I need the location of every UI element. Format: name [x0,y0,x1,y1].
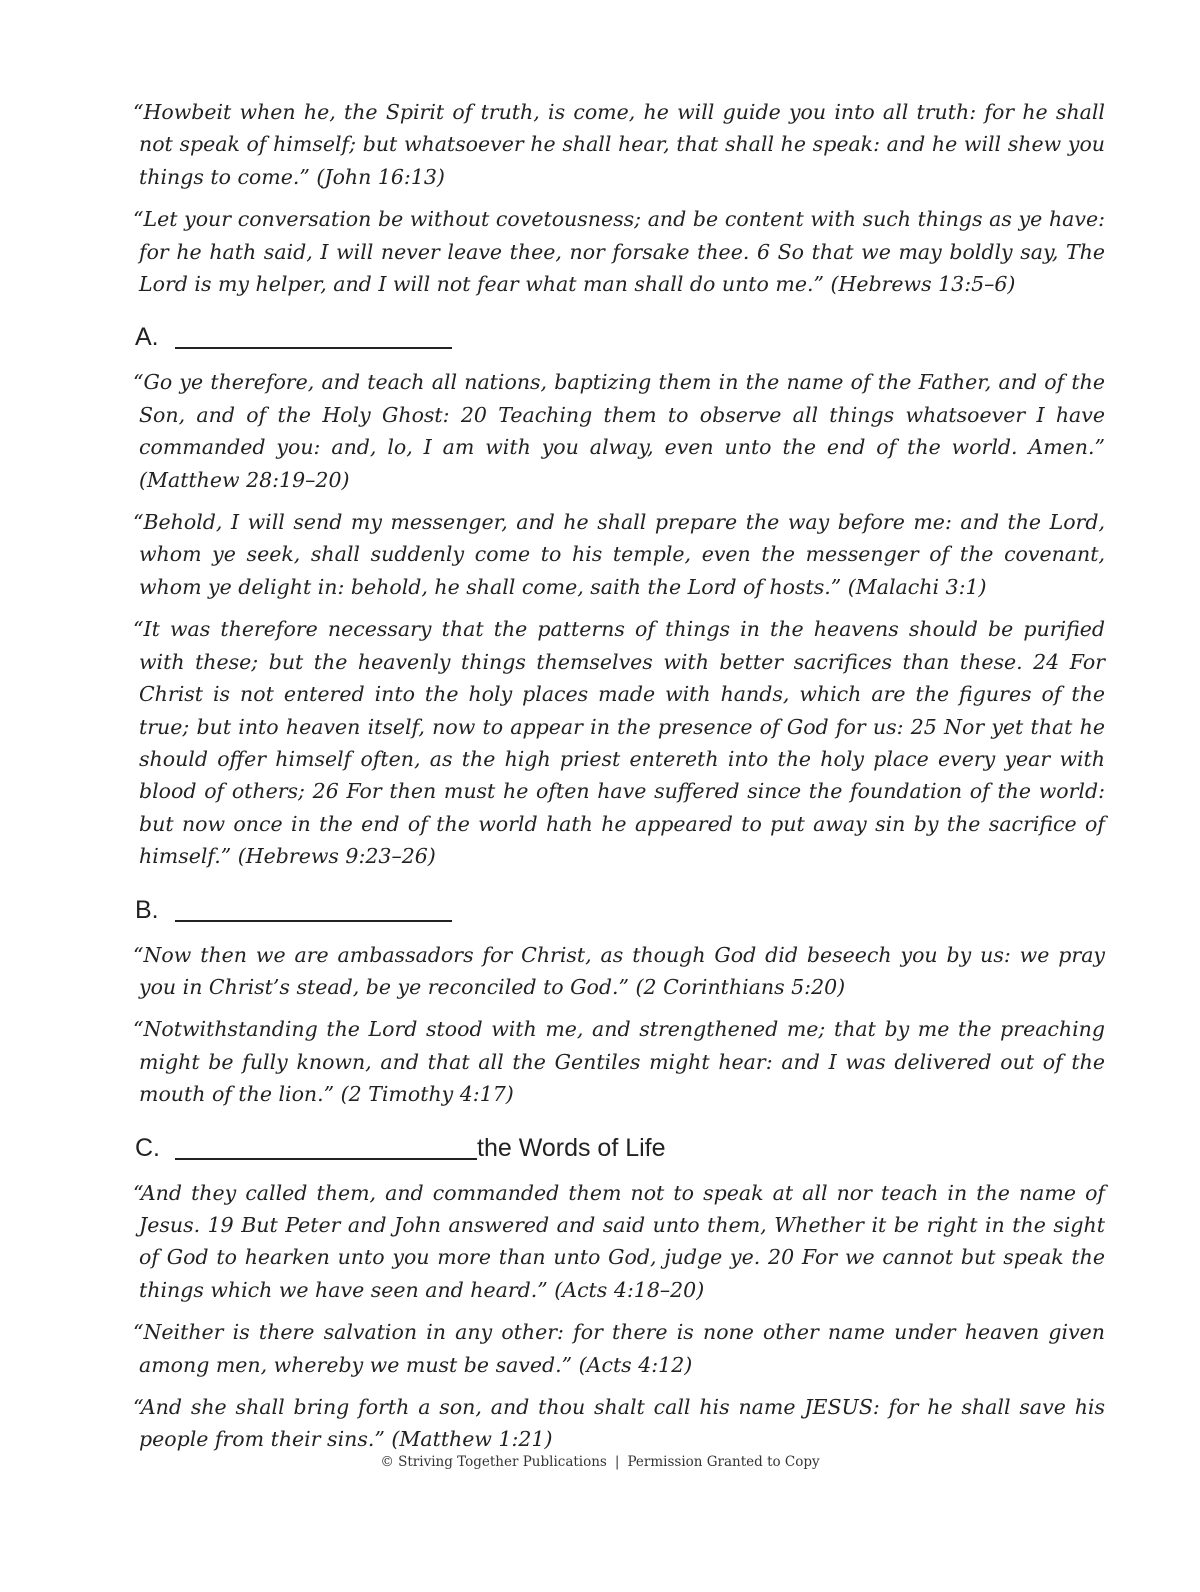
verse-matthew-1-21: “And she shall bring forth a son, and thou shalt call his name JESUS: for he shall save his people from their sins.” (Matthew 1:21) [133,1395,1105,1452]
section-heading-b [135,895,1105,925]
section-letter: A. [135,323,159,352]
section-heading-a [135,322,1105,352]
footer-publisher: © Striving Together Publications [380,1454,607,1470]
section-letter: B. [135,895,159,924]
verse-matthew-28-19-20: “Go ye therefore, and teach all nations, baptizing them in the name of the Father, and of the Son, and of the Holy Ghost: 20 Teaching them to observe all things whatsoever I have commanded you: and, lo, I am with you alway, even unto the end of the world. Amen.” (Matthew 28:19–20) [133,370,1105,492]
verse-2-corinthians-5-20: “Now then we are ambassadors for Christ, as though God did beseech you by us: we pray you in Christ’s stead, be ye reconciled to God.” (2 Corinthians 5:20) [133,942,1105,999]
verse-malachi-3-1: “Behold, I will send my messenger, and he shall prepare the way before me: and the Lord, whom ye seek, shall suddenly come to his temple, even the messenger of the covenant, whom ye delight in: behold, he shall come, saith the Lord of hosts.” (Malachi 3:1) [133,510,1105,599]
verse-acts-4-18-20: “And they called them, and commanded them not to speak at all nor teach in the name of Jesus. 19 But Peter and John answered and said unto them, Whether it be right in the sight of God to hearken unto you more than unto God, judge ye. 20 For we cannot but speak the things which we have seen and heard.” (Acts 4:18–20) [133,1180,1105,1302]
fill-in-blank[interactable] [175,1158,477,1160]
verse-hebrews-13-5-6: “Let your conversation be without covetousness; and be content with such things as ye have: for he hath said, I will never leave thee, nor forsake thee. 6 So that we may boldly say, The Lord is my helper, and I will not fear what man shall do unto me.” (Hebrews 13:5–6) [133,207,1105,297]
section-heading-c [135,1133,1105,1163]
verse-hebrews-9-23-26: “It was therefore necessary that the patterns of things in the heavens should be purified with these; but the heavenly things themselves with better sacrifices than these. 24 For Christ is not entered into the holy places made with hands, which are the figures of the true; but into heaven itself, now to appear in the presence of God for us: 25 Nor yet that he should offer himself often, as the high priest entereth into the holy place every year with blood of others; 26 For then must he often have suffered since the foundation of the world: but now once in the end of the world hath he appeared to put away sin by the sacrifice of himself.” (Hebrews 9:23–26) [133,617,1105,869]
page-footer [0,1454,1200,1470]
worksheet-content [133,96,1105,1466]
verse-2-timothy-4-17: “Notwithstanding the Lord stood with me, and strengthened me; that by me the preaching might be fully known, and that all the Gentiles might hear: and I was delivered out of the mouth of the lion.” (2 Timothy 4:17) [133,1017,1105,1107]
section-heading-suffix: the Words of Life [477,1133,666,1162]
footer-separator: | [614,1454,620,1470]
verse-john-16-13: “Howbeit when he, the Spirit of truth, is come, he will guide you into all truth: for he shall not speak of himself; but whatsoever he shall hear, that shall he speak: and he will shew you things to come.” (John 16:13) [133,100,1105,189]
verse-acts-4-12: “Neither is there salvation in any other: for there is none other name under heaven given among men, whereby we must be saved.” (Acts 4:12) [133,1320,1105,1377]
fill-in-blank[interactable] [175,347,452,349]
section-letter: C. [135,1133,160,1162]
fill-in-blank[interactable] [175,920,452,922]
footer-permission: Permission Granted to Copy [627,1454,820,1470]
